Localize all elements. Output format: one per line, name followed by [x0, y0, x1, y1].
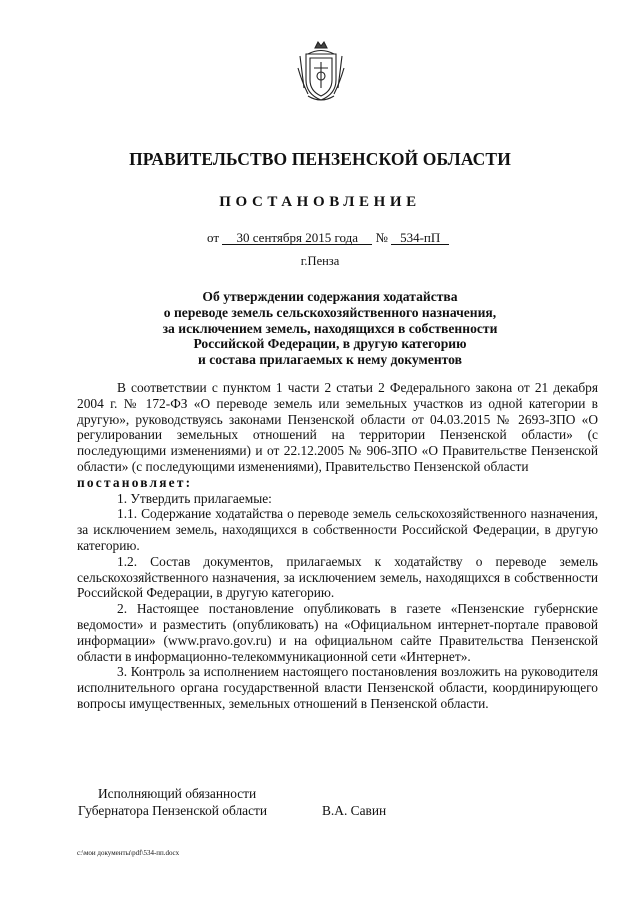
document-number: 534-пП — [391, 231, 449, 245]
item-paragraph: 1.1. Содержание ходатайства о переводе земель сельскохозяйственного назначения, за исключением земель, находящихся в собственности Российской Федерации, в другую категорию. — [77, 506, 598, 553]
file-path-footer: c:\мои документы\pdf\534-пп.docx — [77, 849, 180, 857]
title-line: Об утверждении содержания ходатайства — [202, 289, 458, 304]
document-body — [77, 380, 598, 712]
item-paragraph: 3. Контроль за исполнением настоящего постановления возложить на руководителя исполнительного органа государственной власти Пензенской области, координирующего вопросы имущественных, земельных отношений в Пензенской области. — [77, 664, 598, 711]
document-date: 30 сентября 2015 года — [222, 231, 372, 245]
date-prefix: от — [207, 230, 220, 245]
organization-name: ПРАВИТЕЛЬСТВО ПЕНЗЕНСКОЙ ОБЛАСТИ — [129, 149, 511, 169]
signature-title-line1: Исполняющий обязанности — [98, 786, 257, 801]
item-paragraph: 1. Утвердить прилагаемые: — [117, 490, 272, 506]
document-title — [140, 289, 520, 368]
item-paragraph: 2. Настоящее постановление опубликовать в газете «Пензенские губернские ведомости» и разместить (опубликовать) на «Официальном интернет-портале правовой информации» (www.pravo.gov.ru) и на официальном сайте Правительства Пензенской области в информационно-телекоммуникационной сети «Интернет». — [77, 601, 598, 664]
city: г.Пенза — [300, 254, 340, 268]
item-paragraph: 1.2. Состав документов, прилагаемых к ходатайству о переводе земель сельскохозяйственного назначения, за исключением земель, находящихся в собственности Российской Федерации, в другую категорию. — [77, 553, 598, 601]
signature-title-line2: Губернатора Пензенской области — [78, 803, 268, 818]
title-line: и состава прилагаемых к нему документов — [198, 352, 462, 368]
preamble-paragraph: В соответствии с пунктом 1 части 2 статьи 2 Федерального закона от 21 декабря 2004 г. № 172-ФЗ «О переводе земель или земельных участков из одной категории в другую», руководствуясь законами Пензенской области от 04.03.2015 № 2693-ЗПО «О регулировании земельных отношений на территории Пензенской области» (с последующими изменениями) и от 22.12.2005 № 906-ЗПО «О Правительстве Пензенской области» (с последующими изменениями), Правительство Пензенской области — [77, 380, 598, 474]
date-number-line — [207, 230, 467, 246]
title-line: Российской Федерации, в другую категорию — [193, 336, 467, 352]
title-line: о переводе земель сельскохозяйственного назначения, — [163, 304, 497, 320]
document-type: ПОСТАНОВЛЕНИЕ — [219, 194, 421, 210]
title-line: за исключением земель, находящихся в собственности — [162, 320, 498, 336]
coat-of-arms-icon — [296, 38, 346, 108]
signatory-name: В.А. Савин — [322, 803, 387, 818]
decree-word: постановляет: — [77, 474, 193, 490]
number-prefix: № — [375, 230, 388, 245]
